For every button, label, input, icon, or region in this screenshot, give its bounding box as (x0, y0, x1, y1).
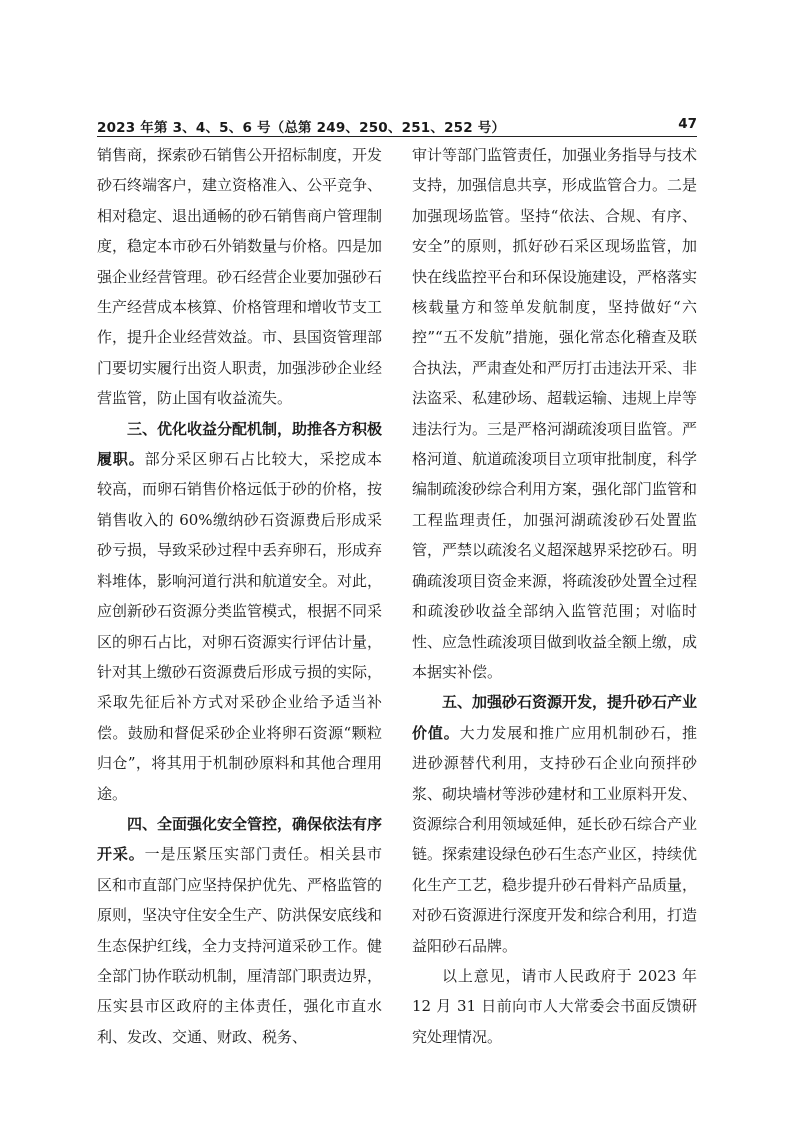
closing-paragraph: 以上意见，请市人民政府于 2023 年 12 月 31 日前向市人大常委会书面反馈研究处理情况。 (412, 966, 697, 1046)
section-three-body: 部分采区卵石占比较大，采挖成本较高，而卵石销售价格远低于砂的价格，按销售收入的 60%缴纳砂石资源费后形成采砂亏损，导致采砂过程中丢弃卵石，形成弃料堆体，影响河道行洪和航道安全。对此，应创新砂石资源分类监管模式，根据不同采区的卵石占比，对卵石资源实行评估计量，针对其上缴砂石资源费后形成亏损的实际，采取先征后补方式对采砂企业给予适当补偿。鼓励和督促采砂企业将卵石资源“颗粒归仓”，将其用于机制砂原料和其他合理用途。 (97, 450, 383, 803)
left-column (97, 140, 382, 1052)
section-four-heading: 四、全面强化安全管控，确保依法有序开采。 (97, 814, 383, 864)
section-three-paragraph (97, 414, 382, 809)
section-three-heading: 三、优化收益分配机制，助推各方积极履职。 (97, 419, 383, 469)
section-five-body: 大力发展和推广应用机制砂石，推进砂源替代利用，支持砂石企业向预拌砂浆、砌块墙材等涉砂建材和工业原料开发、资源综合利用领域延伸，延长砂石综合产业链。探索建设绿色砂石生态产业区，持续优化生产工艺，稳步提升砂石骨料产品质量，对砂石资源进行深度开发和综合利用，打造益阳砂石品牌。 (412, 723, 698, 955)
right-column (412, 140, 697, 1052)
section-four-body: 一是压紧压实部门责任。相关县市区和市直部门应坚持保护优先、严格监管的原则，坚决守住安全生产、防洪保安底线和生态保护红线，全力支持河道采砂工作。健全部门协作联动机制，厘清部门职责边界，压实县市区政府的主体责任，强化市直水利、发改、交通、财政、税务、 (97, 845, 383, 1046)
section-five-heading: 五、加强砂石资源开发，提升砂石产业价值。 (412, 693, 698, 742)
page-number: 47 (678, 116, 697, 132)
section-four-continued: 审计等部门监管责任，加强业务指导与技术支持，加强信息共享，形成监管合力。二是加强现场监管。坚持“依法、合规、有序、安全”的原则，抓好砂石采区现场监管，加快在线监控平台和环保设施建设，严格落实核载量方和签单发航制度，坚持做好“六控”“五不发航”措施，强化常态化稽查及联合执法，严肃查处和严厉打击违法开采、非法盗采、私建砂场、超载运输、违规上岸等违法行为。三是严格河湖疏浚项目监管。严格河道、航道疏浚项目立项审批制度，科学编制疏浚砂综合利用方案，强化部门监管和工程监理责任，加强河湖疏浚砂石处置监管，严禁以疏浚名义超深越界采挖砂石。明确疏浚项目资金来源，将疏浚砂处置全过程和疏浚砂收益全部纳入监管范围；对临时性、应急性疏浚项目做到收益全额上缴，成本据实补偿。 (412, 146, 698, 681)
section-four-paragraph (97, 809, 382, 1052)
issue-label: 2023 年第 3、4、5、6 号（总第 249、250、251、252 号） (97, 120, 506, 136)
continued-paragraph: 销售商，探索砂石销售公开招标制度，开发砂石终端客户，建立资格准入、公平竞争、相对稳定、退出通畅的砂石销售商户管理制度，稳定本市砂石外销数量与价格。四是加强企业经营管理。砂石经营企业要加强砂石生产经营成本核算、价格管理和增收节支工作，提升企业经营效益。市、县国资管理部门要切实履行出资人职责，加强涉砂企业经营监管，防止国有收益流失。 (97, 146, 383, 408)
header-divider (97, 136, 697, 137)
page-header (97, 114, 697, 136)
section-five-paragraph (412, 687, 697, 961)
